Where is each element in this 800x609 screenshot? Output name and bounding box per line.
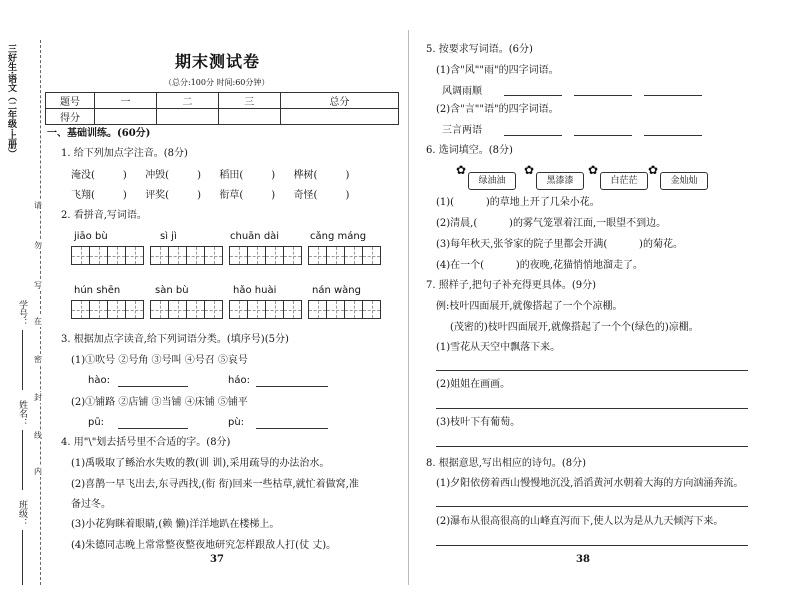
seal-word: 写 xyxy=(34,281,42,290)
q4-stem: 4. 用"\"划去括号里不合适的字。(8分) xyxy=(61,437,231,448)
flower-icon: ✿ xyxy=(456,163,467,177)
tian-grid[interactable] xyxy=(150,300,222,323)
hao-label-a: hào: xyxy=(88,375,110,386)
exam-title: 期末测试卷 xyxy=(175,52,261,71)
page-number-right: 38 xyxy=(576,554,590,565)
q4-item: (4)朱德同志晚上常常整夜整夜地研究怎样跟敌人打(仗 丈)。 xyxy=(71,540,337,551)
seal-word: 在 xyxy=(34,317,42,326)
q7-stem: 7. 照样子,把句子补充得更具体。(9分) xyxy=(426,280,597,291)
q6-item: (1)( )的草地上开了几朵小花。 xyxy=(436,197,600,208)
q6-item: (3)每年秋天,张爷家的院子里都会开满( )的菊花。 xyxy=(436,239,683,250)
q7-example-answer: (茂密的)枝叶四面展开,就像搭起了一个个(绿色的)凉棚。 xyxy=(450,322,699,333)
q7-example: 例:枝叶四面展开,就像搭起了一个个凉棚。 xyxy=(436,301,623,312)
q1-row1: 淹没( ) 冲毁( ) 稻田( ) 桦树( ) xyxy=(71,170,350,181)
answer-line[interactable] xyxy=(644,95,702,96)
q1-item: 评奖( xyxy=(145,190,170,201)
score-cell[interactable] xyxy=(156,109,218,125)
q5-stem: 5. 按要求写词语。(6分) xyxy=(426,44,533,55)
q5-part-a: (1)含"风""雨"的四字词语。 xyxy=(436,65,559,76)
seal-word: 密 xyxy=(34,355,42,364)
pinyin: hǎo huài xyxy=(233,285,277,296)
score-cell[interactable] xyxy=(95,109,157,125)
answer-line[interactable] xyxy=(436,506,748,507)
hao-label-b: háo: xyxy=(228,375,250,386)
q1-item: 桦树( xyxy=(293,170,318,181)
tian-grid[interactable] xyxy=(308,300,380,323)
q5-example-a: 风调雨顺 xyxy=(442,86,482,97)
q1-item: 飞翔( xyxy=(71,190,95,201)
score-table xyxy=(45,92,399,125)
q1-stem: 1. 给下列加点字注音。(8分) xyxy=(61,148,188,159)
answer-line[interactable] xyxy=(504,95,562,96)
q3-stem: 3. 根据加点字读音,给下列词语分类。(填序号)(5分) xyxy=(61,334,289,345)
answer-line[interactable] xyxy=(436,545,748,546)
q1-item: 稻田( xyxy=(219,170,244,181)
q6-item: (4)在一个( )的夜晚,花猫悄悄地溜走了。 xyxy=(436,260,643,271)
flower-icon: ✿ xyxy=(524,163,535,177)
tian-grid[interactable] xyxy=(150,246,222,269)
pinyin: nán wàng xyxy=(312,285,361,296)
q6-stem: 6. 选词填空。(8分) xyxy=(426,145,513,156)
section-heading: 一、基础训练。(60分) xyxy=(47,128,151,139)
word-card: 绿油油 xyxy=(468,172,516,190)
pinyin: cǎng máng xyxy=(310,231,367,242)
q4-item: (3)小花狗眯着眼睛,(赖 懒)洋洋地趴在楼梯上。 xyxy=(71,519,280,530)
q1-item: 奇怪( xyxy=(293,190,318,201)
q7-item: (2)姐姐在画画。 xyxy=(436,379,511,390)
word-card: 白茫茫 xyxy=(600,172,648,190)
answer-line[interactable] xyxy=(644,135,702,136)
series-label: 三好生·语文（二年级·上册） xyxy=(6,44,16,159)
answer-line[interactable] xyxy=(118,428,188,429)
seal-word: 勿 xyxy=(34,241,42,250)
tian-grid[interactable] xyxy=(71,246,143,269)
q3-row1: (1)①吹号 ②号角 ③号叫 ④号召 ⑤哀号 xyxy=(71,355,248,366)
tian-grid[interactable] xyxy=(71,300,143,323)
seal-word: 线 xyxy=(34,431,42,440)
pinyin: hún shēn xyxy=(74,285,121,296)
q8-stem: 8. 根据意思,写出相应的诗句。(8分) xyxy=(426,458,587,469)
score-cell[interactable] xyxy=(218,109,280,125)
tian-grid[interactable] xyxy=(308,246,380,269)
answer-line[interactable] xyxy=(256,428,328,429)
word-card: 金灿灿 xyxy=(660,172,708,190)
answer-line[interactable] xyxy=(436,408,748,409)
pinyin: chuān dài xyxy=(230,231,280,242)
score-header-cell: 总分 xyxy=(280,93,398,109)
answer-line[interactable] xyxy=(574,95,632,96)
pu-label-b: pù: xyxy=(228,417,245,428)
exam-meta: （总分:100分 时间:60分钟） xyxy=(164,78,270,87)
score-header-cell: 一 xyxy=(95,93,157,109)
page-number-left: 37 xyxy=(210,554,224,565)
seal-word: 内 xyxy=(34,467,42,476)
q4-item: (2)喜鹊一早飞出去,东寻西找,(衔 衔)回来一些枯草,就忙着做窝,准 xyxy=(71,479,359,490)
pinyin: sàn bù xyxy=(155,285,189,296)
score-label-cell: 得分 xyxy=(46,109,95,125)
tian-grid[interactable] xyxy=(229,246,301,269)
pinyin: sì jì xyxy=(160,231,177,242)
answer-line[interactable] xyxy=(504,135,562,136)
word-card: 黑漆漆 xyxy=(536,172,584,190)
tian-grid[interactable] xyxy=(229,300,301,323)
answer-line[interactable] xyxy=(118,386,188,387)
score-header-cell: 二 xyxy=(156,93,218,109)
score-header-cell: 三 xyxy=(218,93,280,109)
page-divider xyxy=(408,30,409,585)
cut-line xyxy=(40,40,41,585)
q1-row2: 飞翔( ) 评奖( ) 衔草( ) 奇怪( ) xyxy=(71,190,350,201)
flower-icon: ✿ xyxy=(588,163,599,177)
flower-icon: ✿ xyxy=(648,163,659,177)
q4-item: 备过冬。 xyxy=(71,499,111,510)
score-header-cell: 题号 xyxy=(46,93,95,109)
seal-word: 封 xyxy=(34,393,42,402)
binding-sidebar xyxy=(0,0,44,609)
q2-stem: 2. 看拼音,写词语。 xyxy=(61,210,147,221)
name-field[interactable]: 姓名： xyxy=(16,400,29,427)
q1-item: 淹没( xyxy=(71,170,95,181)
q7-item: (1)雪花从天空中飘落下来。 xyxy=(436,342,561,353)
pinyin: jiāo bù xyxy=(74,231,108,242)
q8-item: (2)瀑布从很高很高的山峰直泻而下,使人以为是从九天倾泻下来。 xyxy=(436,516,724,527)
q7-item: (3)枝叶下有葡萄。 xyxy=(436,417,521,428)
answer-line[interactable] xyxy=(436,446,748,447)
answer-line[interactable] xyxy=(436,370,748,371)
score-cell[interactable] xyxy=(280,109,398,125)
q4-item: (1)禹吸取了鲧治水失败的教(训 训),采用疏导的办法治水。 xyxy=(71,458,330,469)
q8-item: (1)夕阳依傍着西山慢慢地沉没,滔滔黄河水朝着大海的方向汹涌奔流。 xyxy=(436,478,744,489)
q6-item: (2)清晨,( )的雾气笼罩着江面,一眼望不到边。 xyxy=(436,218,667,229)
q5-part-b: (2)含"言""语"的四字词语。 xyxy=(436,104,559,115)
seal-word: 请 xyxy=(34,201,42,210)
pu-label-a: pū: xyxy=(88,417,105,428)
q1-item: 衔草( xyxy=(219,190,244,201)
q5-example-b: 三言两语 xyxy=(442,125,482,136)
answer-line[interactable] xyxy=(256,386,328,387)
q3-row2: (2)①铺路 ②店铺 ③当铺 ④床铺 ⑤铺平 xyxy=(71,397,248,408)
q1-item: 冲毁( xyxy=(145,170,170,181)
answer-line[interactable] xyxy=(574,135,632,136)
class-field[interactable]: 班级： xyxy=(16,500,29,527)
student-id-field[interactable]: 学号： xyxy=(16,300,29,327)
